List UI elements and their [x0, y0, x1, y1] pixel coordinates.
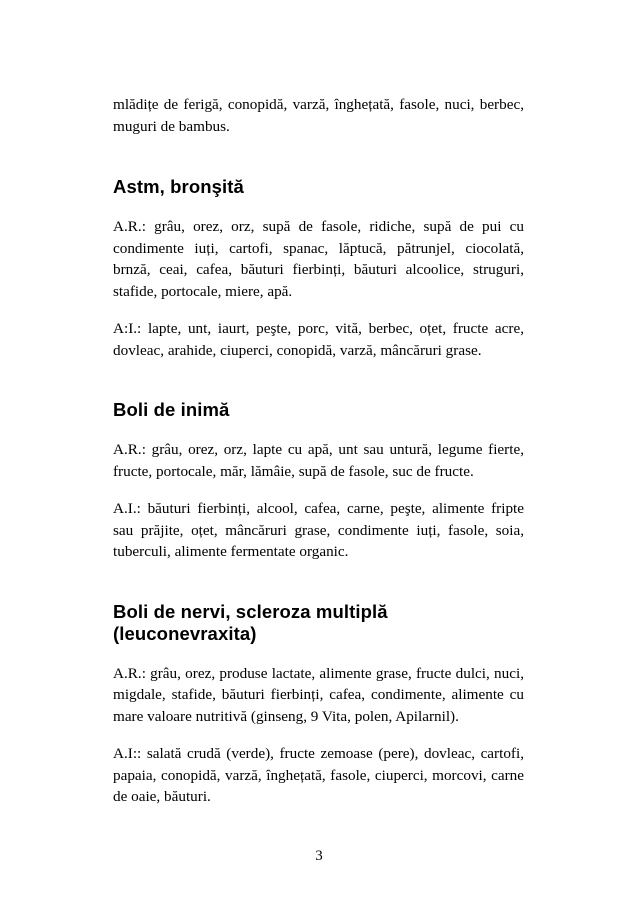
- intro-paragraph: mlădițe de ferigă, conopidă, varză, înghețată, fasole, nuci, berbec, muguri de bambus.: [113, 96, 524, 135]
- section-heading-astm: Astm, bronşită: [113, 176, 244, 197]
- astm-recommended-paragraph: A.R.: grâu, orez, orz, supă de fasole, ridiche, supă de pui cu condimente iuți, cartofi, spanac, lăptucă, pătrunjel, ciocolată, brnză, ceai, cafea, băuturi fierbinți, băuturi alcoolice, struguri, stafide, portocale, miere, apă.: [113, 218, 524, 300]
- inima-avoid-paragraph: A.I.: băuturi fierbinți, alcool, cafea, carne, peşte, alimente fripte sau prăjite, oțet, mâncăruri grase, condimente iuți, fasole, soia, tuberculi, alimente fermentate organic.: [113, 500, 524, 560]
- astm-avoid-paragraph: A:I.: lapte, unt, iaurt, peşte, porc, vită, berbec, oțet, fructe acre, dovleac, arahide, ciuperci, conopidă, varză, mâncăruri grase.: [113, 320, 524, 359]
- page-number: 3: [315, 848, 323, 864]
- nervi-recommended-paragraph: A.R.: grâu, orez, produse lactate, alimente grase, fructe dulci, nuci, migdale, stafide, băuturi fierbinți, cafea, condimente, alimente cu mare valoare nutritivă (ginseng, 9 Vita, polen, Apilarnil).: [113, 664, 524, 725]
- nervi-avoid-paragraph: A.I:: salată crudă (verde), fructe zemoase (pere), dovleac, cartofi, papaia, conopidă, varză, înghețată, fasole, ciuperci, morcovi, carne de oaie, băuturi.: [113, 745, 524, 805]
- inima-recommended-paragraph: A.R.: grâu, orez, orz, lapte cu apă, unt sau untură, legume fierte, fructe, portocale, măr, lămâie, supă de fasole, suc de fructe.: [113, 441, 524, 480]
- section-heading-boli-inima: Boli de inimă: [113, 399, 230, 420]
- section-heading-boli-nervi: Boli de nervi, scleroza multiplă (leuconevraxita): [113, 600, 388, 644]
- page-content: [113, 94, 524, 808]
